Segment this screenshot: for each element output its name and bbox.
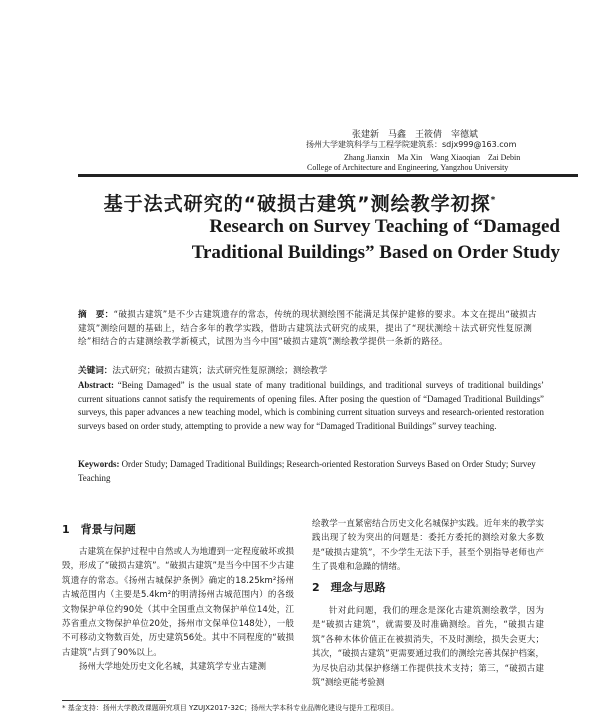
author-names-cn: 张建新 马鑫 王筱倩 宰德斌 bbox=[352, 130, 479, 140]
keywords-en-label: Keywords: bbox=[78, 459, 120, 469]
keywords-cn bbox=[78, 365, 544, 379]
section-2-heading: 2 理念与思路 bbox=[312, 581, 386, 594]
abstract-cn-text: “破损古建筑”是不少古建筑遗存的常态，传统的现状测绘图不能满足其保护建修的要求。本文在提出“破损古建筑”测绘问题的基础上，结合多年的教学实践，借助古建筑法式研究的成果，提出了“现状测绘＋法式研究性复原测绘”相结合的古建测绘教学新模式，试图为当今中国“破损古建筑”测绘教学提供一条新的路径。 bbox=[78, 310, 537, 348]
abstract-cn bbox=[78, 309, 544, 350]
title-en-line2: Traditional Buildings” Based on Order Study bbox=[191, 242, 560, 263]
footnote-rule bbox=[62, 700, 166, 701]
keywords-en-text: Order Study; Damaged Traditional Buildings; Research-oriented Restoration Surveys Based on Order Study; Survey Teaching bbox=[78, 459, 536, 483]
keywords-en bbox=[78, 458, 544, 485]
footnote: * 基金支持：扬州大学教改课题研究项目 YZUJX2017-32C；扬州大学本科专业品牌化建设与提升工程项目。 bbox=[62, 704, 399, 712]
affiliation-en: College of Architecture and Engineering, Yangzhou University bbox=[307, 163, 509, 172]
affiliation-cn: 扬州大学建筑科学与工程学院建筑系：sdjx999@163.com bbox=[306, 140, 517, 149]
left-column bbox=[62, 545, 294, 675]
section-1-paragraph-2: 扬州大学地处历史文化名城，其建筑学专业古建测 bbox=[79, 662, 267, 673]
keywords-cn-text: 法式研究；破损古建筑；法式研究性复原测绘；测绘教学 bbox=[112, 366, 328, 376]
keywords-cn-label: 关键词： bbox=[78, 366, 113, 376]
title-en-line1: Research on Survey Teaching of “Damaged bbox=[209, 216, 560, 237]
right-column-bottom bbox=[312, 604, 544, 690]
abstract-en-text: “Being Damaged” is the usual state of many traditional buildings, and traditional surveys of traditional buildings’ current situations cannot satisfy the requirements of opening files. After posing the question of “Damaged Traditional Buildings” surveys, this paper advances a new teaching model, which is combining current situation surveys and research-oriented restoration surveys based on order study, attempting to provide a new way for “Damaged Traditional Buildings” survey teaching. bbox=[78, 380, 545, 432]
section-1-heading: 1 背景与问题 bbox=[62, 523, 136, 536]
author-names-en: Zhang Jianxin Ma Xin Wang Xiaoqian Zai Debin bbox=[344, 153, 521, 162]
section-1-continuation: 绘教学一直紧密结合历史文化名城保护实践。近年来的教学实践出现了较为突出的问题是：委托方委托的测绘对象大多数是“破损古建筑”，不少学生无法下手，甚至个别指导老师也产生了畏难和急躁的情绪。 bbox=[312, 519, 544, 573]
title-cn-text: 基于法式研究的“破损古建筑”测绘教学初探 bbox=[103, 193, 491, 215]
title-footnote-mark: * bbox=[490, 195, 497, 206]
section-2-paragraph-1: 针对此问题，我们的理念是深化古建筑测绘教学，因为是“破损古建筑”，就需要及时准确测绘。首先，“破损古建筑”各种木体价值正在被损消失，不及时测绘，损失会更大；其次，“破损古建筑”更需要通过我们的测绘完善其保护档案，为尽快启动其保护修缮工作提供技术支持；第三，“破损古建筑”测绘更能考验测 bbox=[312, 606, 544, 689]
abstract-en bbox=[78, 379, 544, 434]
abstract-en-label: Abstract: bbox=[78, 380, 114, 390]
right-column-top bbox=[312, 517, 544, 575]
title-cn bbox=[0, 189, 600, 216]
section-1-paragraph-1: 古建筑在保护过程中自然或人为地遭到一定程度破坏或损毁，形成了“破损古建筑”。“破损古建筑”是当今中国不少古建筑遗存的常态。《扬州古城保护条例》确定的18.25km²扬州古城范围内（主要是5.4km²的明清扬州古城范围内）的各级文物保护单位约90处（其中全国重点文物保护单位14处，江苏省重点文物保护单位20处，扬州市文保单位148处），一般不可移动文物数百处，历史建筑56处。其中不同程度的“破损古建筑”占到了90%以上。 bbox=[62, 547, 294, 658]
header-rule bbox=[78, 174, 578, 177]
abstract-cn-label: 摘 要： bbox=[78, 310, 114, 320]
